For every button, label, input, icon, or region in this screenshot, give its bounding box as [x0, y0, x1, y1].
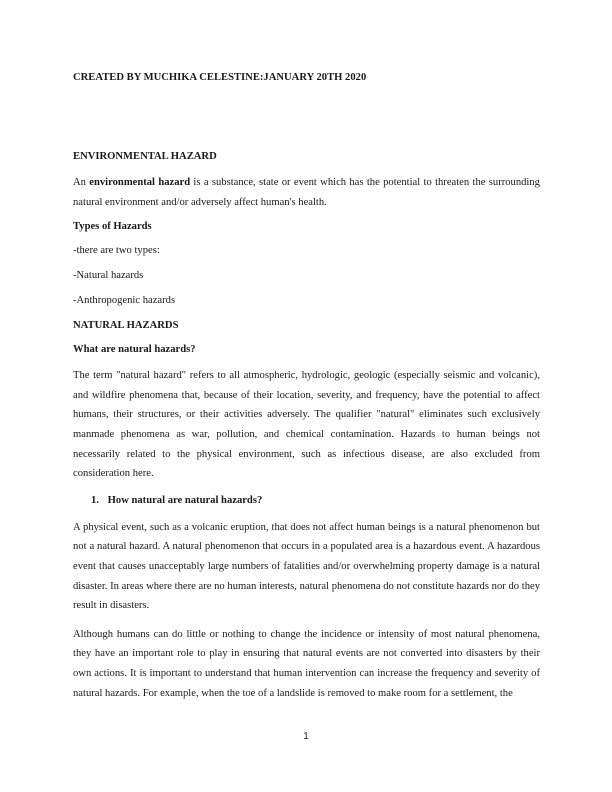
numbered-heading-text: How natural are natural hazards?	[107, 494, 263, 506]
what-paragraph: The term "natural hazard" refers to all atmospheric, hydrologic, geologic (especially seismic and volcanic), and wildfire phenomena that, because of their location, severity, and frequency, have the potential to affect humans, their structures, or their activities adversely. The qualifier "natural" eliminates such exclusively manmade phenomena as war, pollution, and chemical contamination. Hazards to human beings not necessarily related to the physical environment, such as infectious disease, are also excluded from consideration here.	[73, 370, 540, 480]
paragraph-human-role: Although humans can do little or nothing to change the incidence or intensity of most natural phenomena, they have an important role to play in ensuring that natural events are not converted into disasters by their own actions. It is important to understand that human intervention can increase the frequency and severity of natural hazards. For example, when the toe of a landslide is removed to make room for a settlement, the	[73, 628, 540, 699]
intro-paragraph	[73, 173, 540, 212]
type-item-anthropogenic: -Anthropogenic hazards	[73, 295, 176, 307]
what-heading: What are natural hazards?	[73, 344, 196, 356]
numbered-heading	[91, 493, 540, 508]
page-number: 1	[303, 731, 309, 742]
numbered-heading-number: 1.	[91, 494, 99, 506]
section-title: ENVIRONMENTAL HAZARD	[73, 151, 217, 162]
types-heading: Types of Hazards	[73, 221, 152, 233]
type-item-natural: -Natural hazards	[73, 270, 144, 282]
author-date-line: CREATED BY MUCHIKA CELESTINE:JANUARY 20TH 2020	[73, 72, 367, 83]
intro-term: environmental hazard	[89, 177, 191, 188]
page-content	[73, 70, 540, 712]
intro-prefix: An	[73, 177, 90, 188]
types-intro: -there are two types:	[73, 245, 160, 257]
intro-rest: is a substance, state or event which has the potential to threaten the surrounding natural environment and/or adversely affect human's health.	[73, 177, 540, 208]
natural-hazards-heading: NATURAL HAZARDS	[73, 320, 179, 332]
paragraph-disaster-definition: A physical event, such as a volcanic eruption, that does not affect human beings is a natural phenomenon but not a natural hazard. A natural phenomenon that occurs in a populated area is a hazardous event. A hazardous event that causes unacceptably large numbers of fatalities and/or overwhelming property damage is a natural disaster. In areas where there are no human interests, natural phenomena do not constitute hazards nor do they result in disasters.	[73, 521, 540, 612]
